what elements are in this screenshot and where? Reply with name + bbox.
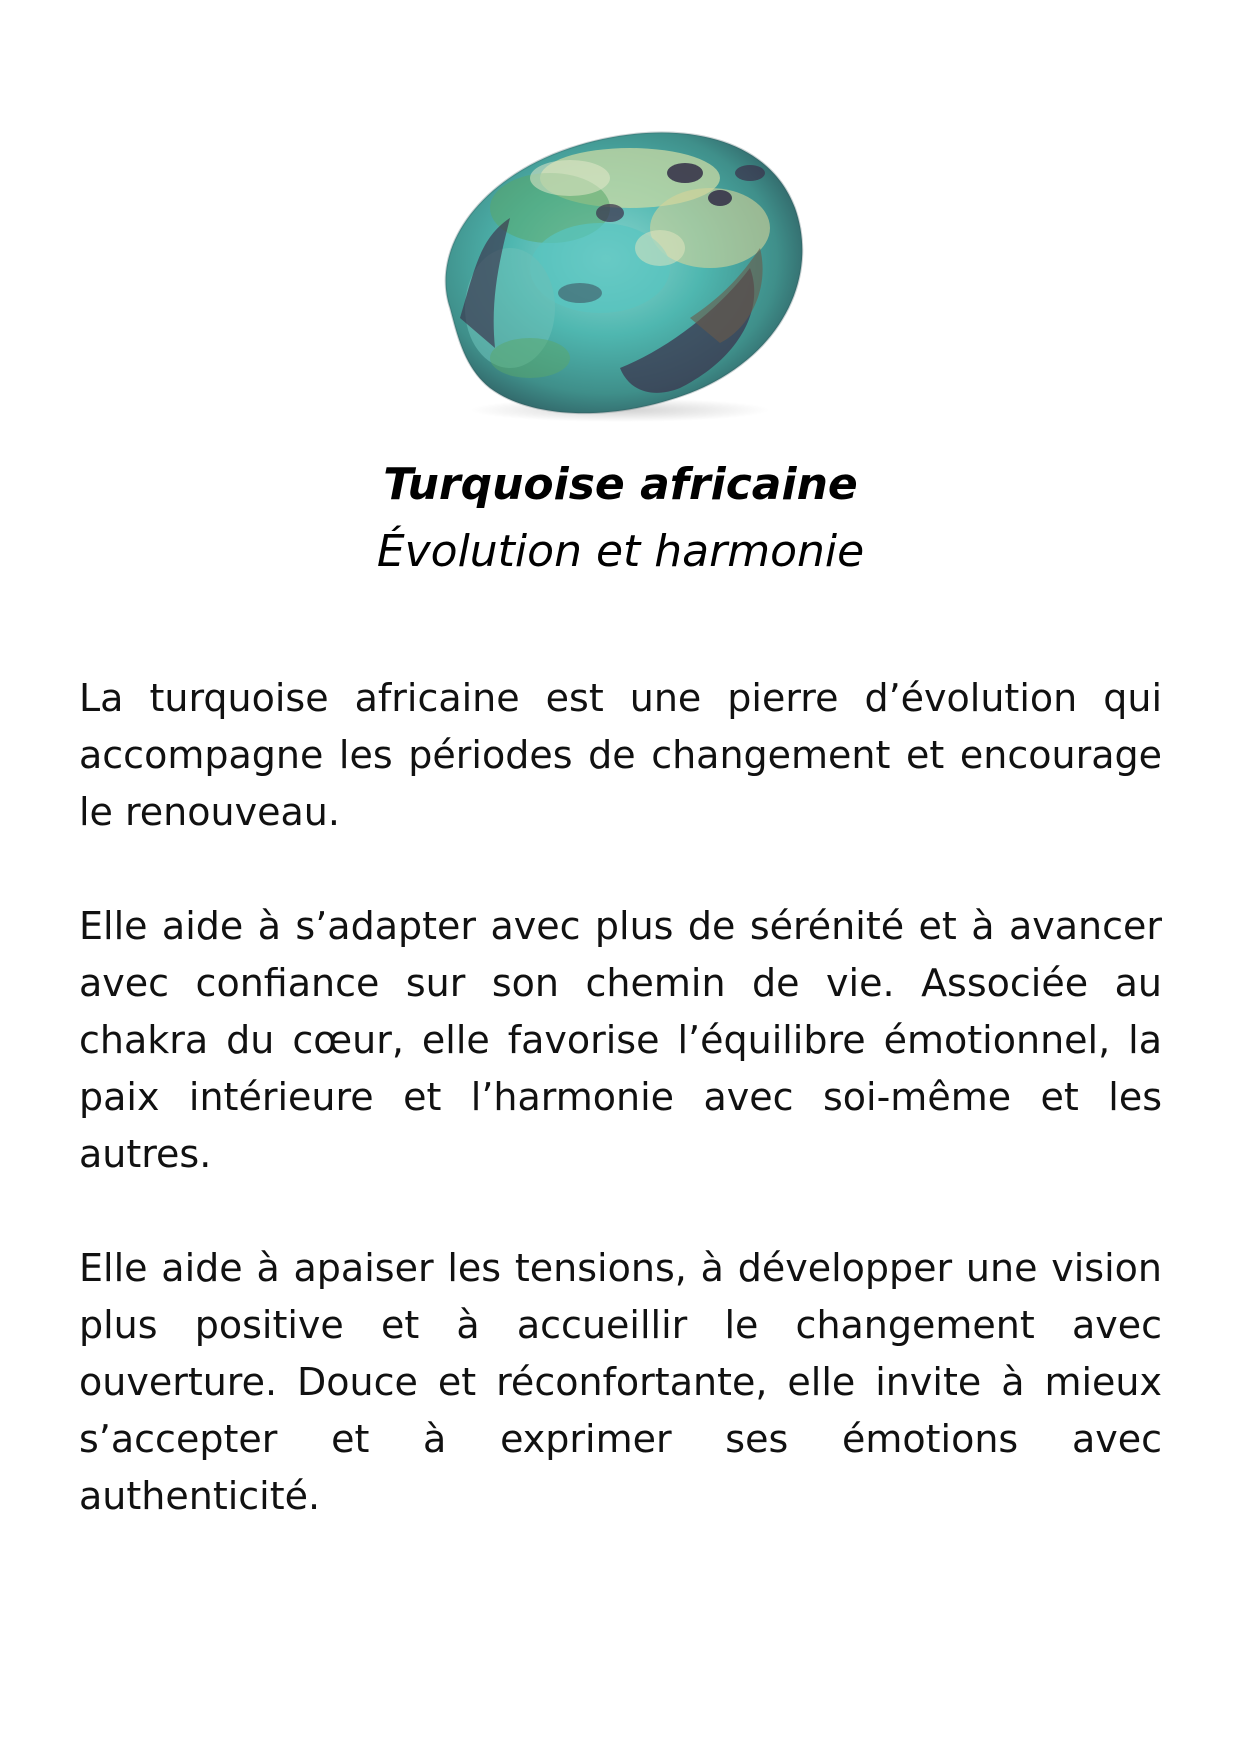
paragraph-2: Elle aide à s’adapter avec plus de sérénité et à avancer avec confiance sur son chemin de vie. Associée au chakra du cœur, elle favorise l’équilibre émotionnel, la paix intérieure et l’harmonie avec soi-même et les autres. [79, 904, 1162, 1176]
page-title: Turquoise africaine [383, 459, 858, 510]
paragraph-3: Elle aide à apaiser les tensions, à développer une vision plus positive et à accueillir le changement avec ouverture. Douce et réconfortante, elle invite à mieux s’accepter et à exprimer ses émotions avec authenticité. [79, 1246, 1162, 1518]
page-subtitle: Évolution et harmonie [376, 526, 865, 577]
turquoise-stone-illustration [420, 118, 820, 428]
description-text [79, 670, 1162, 1582]
stone-image [420, 118, 820, 428]
paragraph-1: La turquoise africaine est une pierre d’évolution qui accompagne les périodes de changement et encourage le renouveau. [79, 676, 1162, 834]
